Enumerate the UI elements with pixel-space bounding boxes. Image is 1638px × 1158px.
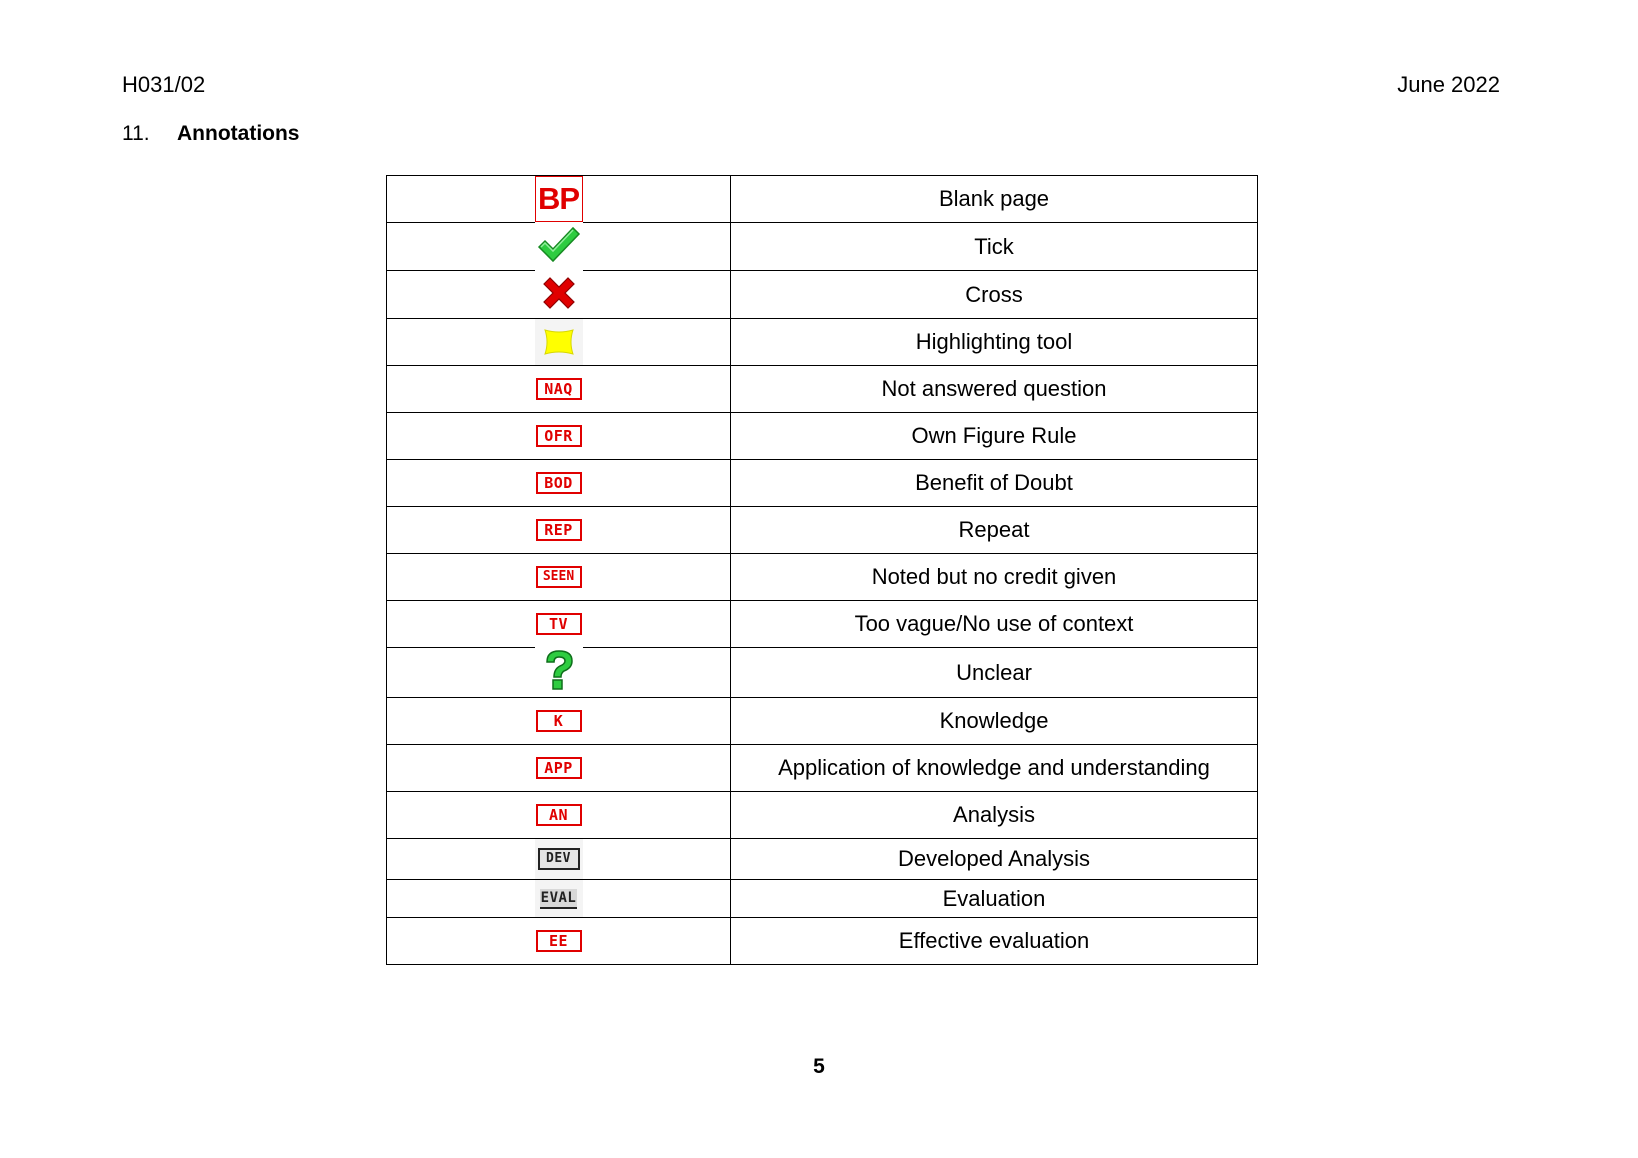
table-row [387, 507, 1258, 554]
section-heading [122, 122, 299, 146]
meaning-cell: Analysis [731, 792, 1258, 839]
meaning-cell: Benefit of Doubt [731, 460, 1258, 507]
icon-cell [387, 413, 731, 460]
meaning-cell: Effective evaluation [731, 918, 1258, 965]
section-title: Annotations [177, 122, 300, 145]
table-row [387, 319, 1258, 366]
meaning-cell: Own Figure Rule [731, 413, 1258, 460]
table-row [387, 792, 1258, 839]
icon-cell [387, 176, 731, 223]
icon-cell [387, 880, 731, 918]
rep-icon: REP [536, 519, 582, 541]
paper-code: H031/02 [122, 72, 206, 97]
icon-cell [387, 918, 731, 965]
eval-icon: EVAL [540, 889, 578, 909]
table-row [387, 271, 1258, 319]
meaning-cell: Noted but no credit given [731, 554, 1258, 601]
meaning-cell: Highlighting tool [731, 319, 1258, 366]
ee-icon: EE [536, 930, 582, 952]
meaning-cell: Developed Analysis [731, 839, 1258, 880]
page-number: 5 [813, 1055, 825, 1078]
annotations-table [386, 175, 1258, 965]
icon-cell [387, 460, 731, 507]
meaning-cell: Cross [731, 271, 1258, 319]
icon-cell [387, 507, 731, 554]
icon-cell [387, 698, 731, 745]
dev-icon: DEV [538, 848, 580, 870]
meaning-cell: Too vague/No use of context [731, 601, 1258, 648]
icon-cell [387, 271, 731, 319]
icon-cell [387, 648, 731, 698]
table-row [387, 366, 1258, 413]
icon-cell [387, 792, 731, 839]
icon-cell [387, 839, 731, 880]
meaning-cell: Not answered question [731, 366, 1258, 413]
table-row [387, 839, 1258, 880]
table-row [387, 698, 1258, 745]
question-mark-icon [535, 647, 583, 693]
table-row [387, 880, 1258, 918]
table-row [387, 918, 1258, 965]
meaning-cell: Evaluation [731, 880, 1258, 918]
highlighter-icon [535, 319, 583, 365]
icon-cell [387, 554, 731, 601]
icon-cell [387, 745, 731, 792]
an-icon: AN [536, 804, 582, 826]
table-row [387, 601, 1258, 648]
meaning-cell: Repeat [731, 507, 1258, 554]
cross-icon [535, 270, 583, 316]
meaning-cell: Knowledge [731, 698, 1258, 745]
tv-icon: TV [536, 613, 582, 635]
icon-cell [387, 223, 731, 271]
table-row [387, 554, 1258, 601]
meaning-cell: Unclear [731, 648, 1258, 698]
ofr-icon: OFR [536, 425, 582, 447]
dev-icon-wrap [535, 839, 583, 879]
table-row [387, 745, 1258, 792]
meaning-cell: Application of knowledge and understanding [731, 745, 1258, 792]
bod-icon: BOD [536, 472, 582, 494]
bp-icon: BP [535, 176, 583, 222]
table-row [387, 413, 1258, 460]
icon-cell [387, 366, 731, 413]
section-number: 11. [122, 122, 150, 145]
exam-date: June 2022 [1397, 72, 1500, 97]
icon-cell [387, 319, 731, 366]
seen-icon: SEEN [536, 566, 582, 588]
app-icon: APP [536, 757, 582, 779]
eval-icon-wrap [535, 880, 583, 917]
naq-icon: NAQ [536, 378, 582, 400]
k-icon: K [536, 710, 582, 732]
table-row [387, 223, 1258, 271]
table-row [387, 648, 1258, 698]
meaning-cell: Blank page [731, 176, 1258, 223]
table-row [387, 176, 1258, 223]
icon-cell [387, 601, 731, 648]
meaning-cell: Tick [731, 223, 1258, 271]
tick-icon [535, 222, 583, 268]
table-row [387, 460, 1258, 507]
